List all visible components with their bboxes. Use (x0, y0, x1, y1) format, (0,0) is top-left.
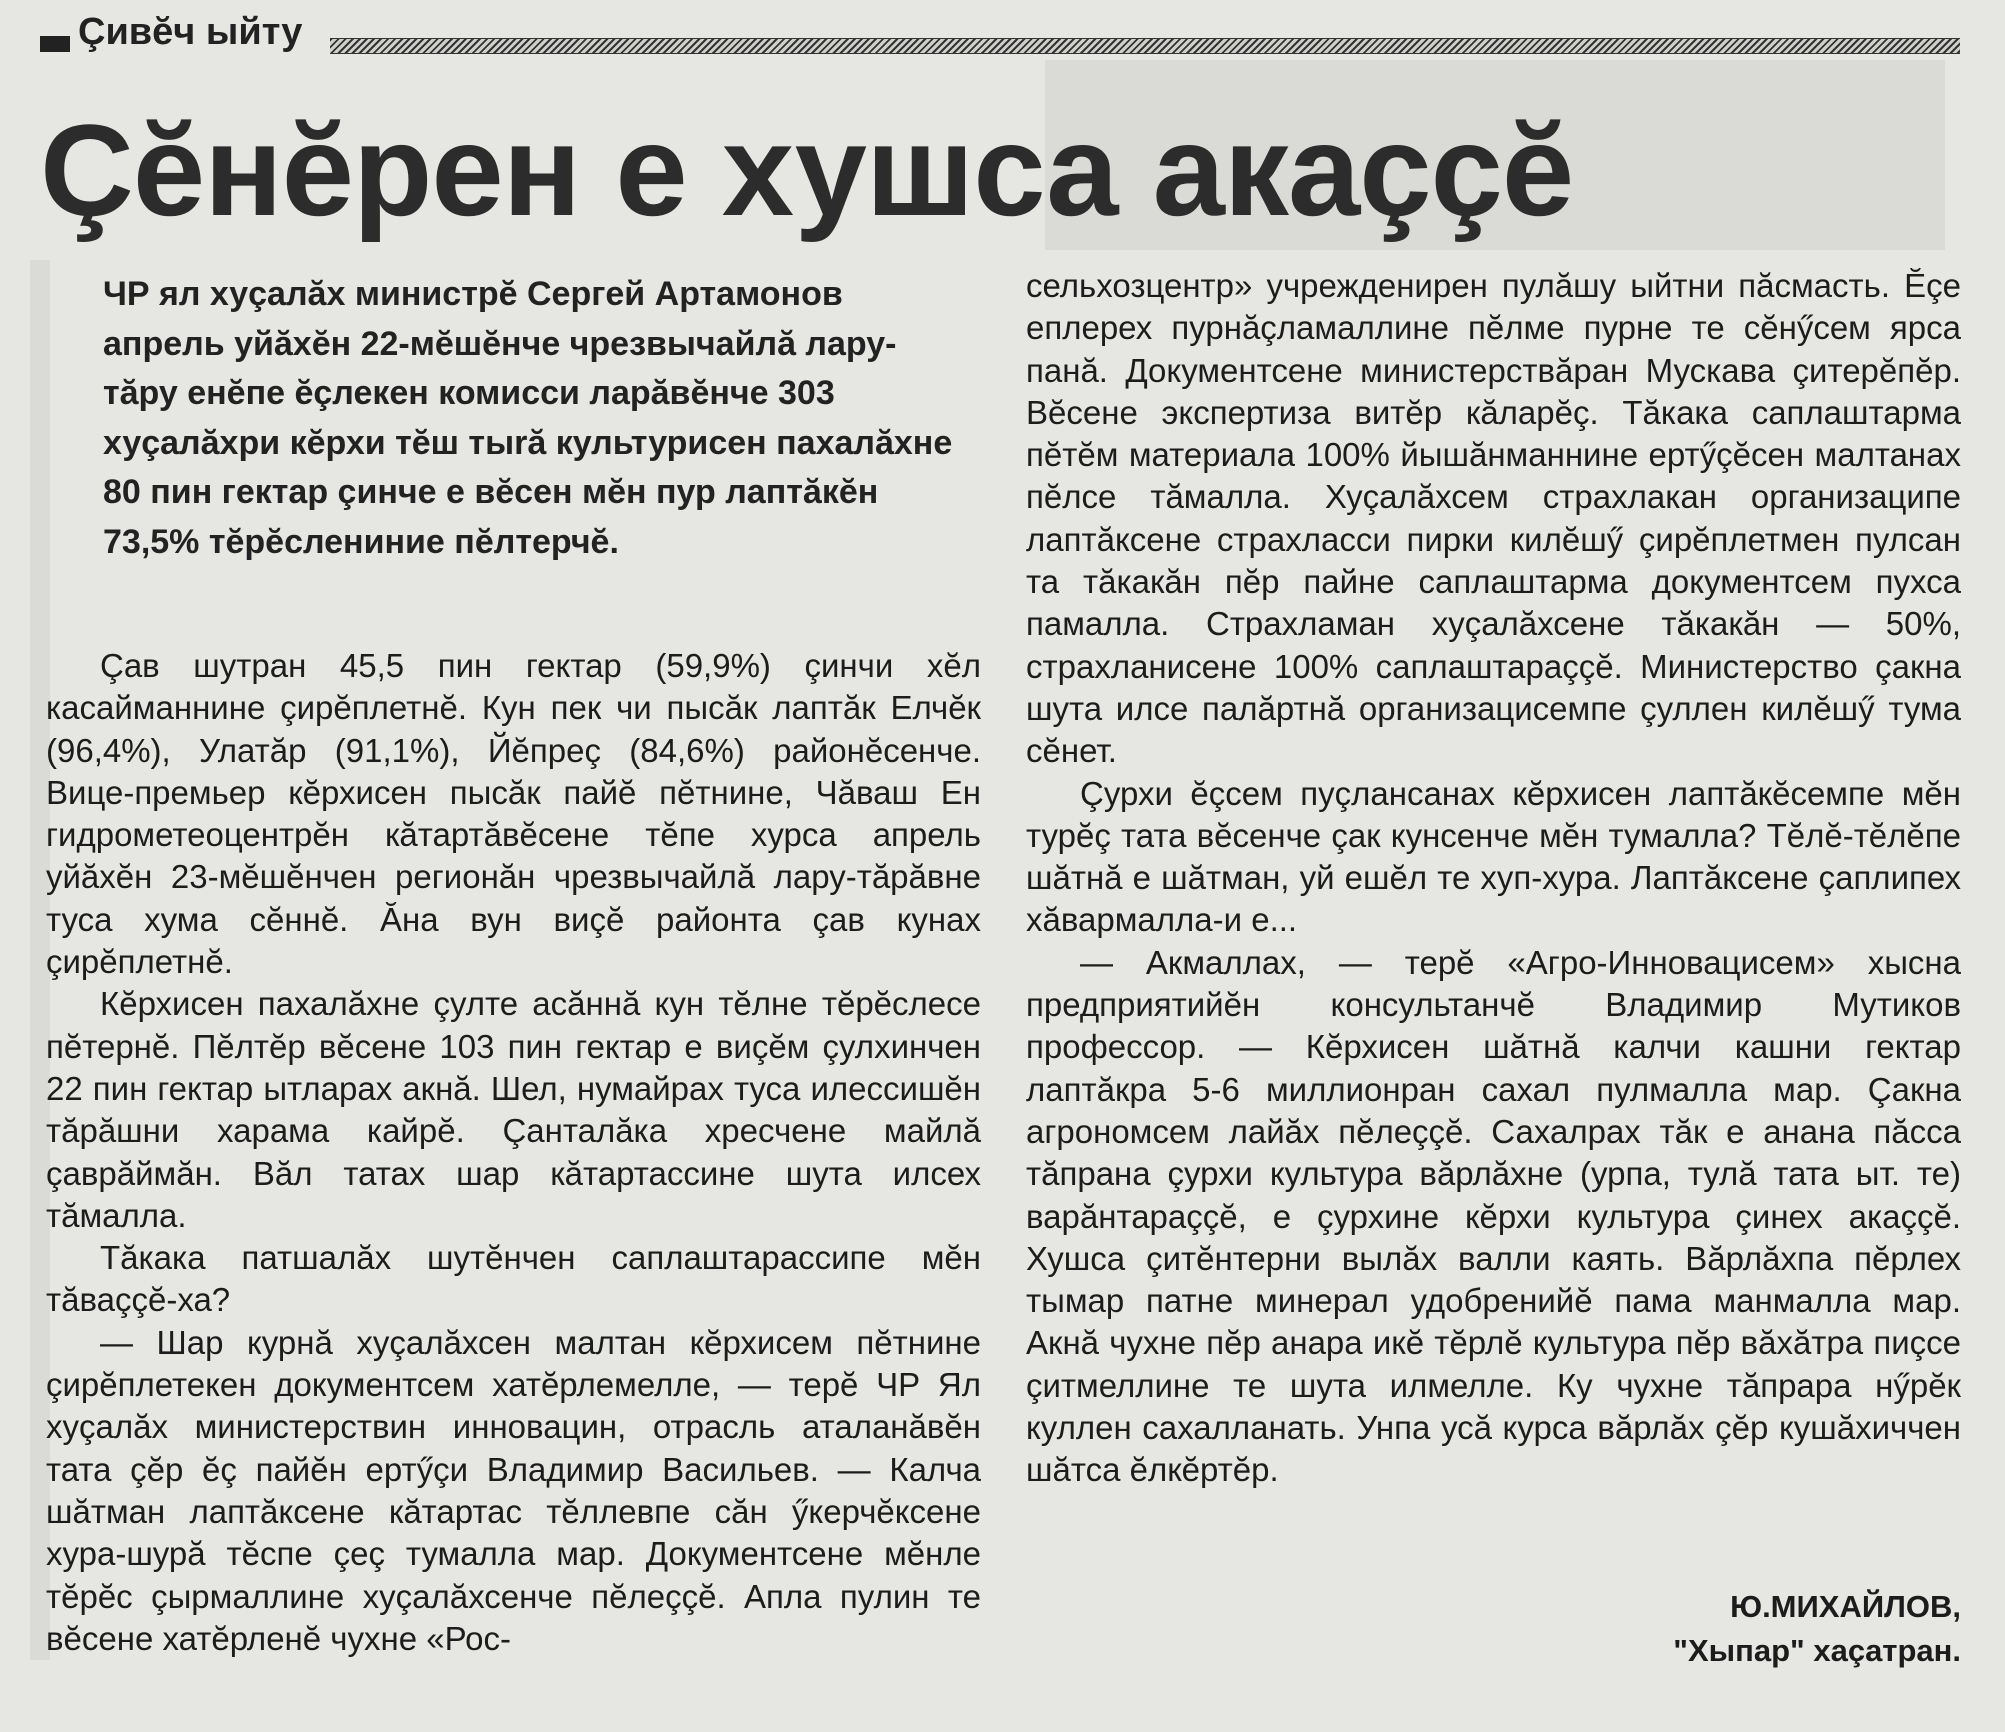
author-source: "Хыпар" хаçатран. (1673, 1633, 1961, 1668)
article-paragraph: Тăкака патшалăх шутĕнчен саплаштарассипе мĕн тăваççĕ-ха? (46, 1239, 981, 1319)
article-paragraph: сельхозцентр» учрежденирен пулăшу ыйтни пăсмасть. Ĕçе еплерех пурнăçламаллине пĕлме пурне те сĕнӳсем ярса панă. Документсене министерствăран Мускава çитерĕпĕр. Вĕсене экспертиза витĕр кăларĕç. Тăкака саплаштарма пĕтĕм материала 100% йышăнманнине ертӳçĕсен малтанах пĕлсе тăмалла. Хуçалăхсем страхлакан организаципе лаптăксене страхласси пирки килĕшӳ çирĕплетмен пулсан та тăкакăн пĕр пайне саплаштарма документсем пухса памалла. Страхламан хуçалăхсене тăкакăн — 50%, страхланисене 100% саплаштараççĕ. Министерство çакна шута илсе палăртнă организацисемпе çуллен килĕшӳ тума сĕнет. (1026, 267, 1961, 770)
article-paragraph: — Шар курнă хуçалăхсен малтан кĕрхисем пĕтнине çирĕплетекен документсем хатĕрлемелле, — терĕ ЧР Ял хуçалăх министерствин инновацин, отрасль аталанăвĕн тата çĕр ĕç пайĕн ертӳçи Владимир Васильев. — Калча шăтман лаптăксене кăтартас тĕллевпе сăн ӳкерчĕксене хура-шурă тĕспе çеç тумалла мар. Документсене мĕнле тĕрĕс çырмаллине хуçалăхсенче пĕлеççĕ. Апла пулин те вĕсене хатĕрленĕ чухне «Рос- (46, 1323, 981, 1657)
article-lead: ЧР ял хуçалăх министрĕ Сергей Артамонов апрель уйăхĕн 22-мĕшĕнче чрезвычайлă лару-тăру енĕпе ĕçлекен комисси ларăвĕнче 303 хуçалăхри кĕрхи тĕш тыră культурисен пахалăхне 80 пин гектар çинче е вĕсен мĕн пур лаптăкĕн 73,5% тĕрĕслениние пĕлтерчĕ. (103, 275, 953, 561)
article-paragraph: — Акмаллах, — терĕ «Агро-Инновацисем» хысна предприятийĕн консультанчĕ Владимир Мутиков профессор. — Кĕрхисен шăтнă калчи кашни гектар лаптăкра 5-6 миллионран сахал пулмалла мар. Çакна агрономсем лайăх пĕлеççĕ. Сахалрах тăк е анана пăсса тăпрана çурхи культура вăрлăхне (урпа, тулă тата ыт. те) варăнтараççĕ, е çурхине кĕрхи культура çинех акаççĕ. Хушса çитĕнтерни вылăх валли каять. Вăрлăхпа пĕрлех тымар патне минерал удобренийĕ пама манмалла мар. Акнă чухне пĕр анара икĕ тĕрлĕ культура пĕр вăхăтра пиçсе çитмеллине те шута илмелле. Ку чухне тăпрара нӳрĕк куллен сахалланать. Унпа усă курса вăрлăх çĕр кушăхиччен шăтса ĕлкĕртĕр. (1026, 943, 1961, 1489)
article-paragraph: Кĕрхисен пахалăхне çулте асăннă кун тĕлне тĕрĕслесе пĕтернĕ. Пĕлтĕр вĕсене 103 пин гектар е виçĕм çулхинчен 22 пин гектар ытларах акнă. Шел, нумайрах туса илессишĕн тăрăшни харама кайрĕ. Çанталăка хресчене майлă çаврăймăн. Вăл татах шар кăтартассине шута илсех тăмалла. (46, 985, 981, 1234)
author-signature (1461, 1585, 1961, 1673)
rubric-rule (330, 38, 1960, 54)
article-paragraph: Çав шутран 45,5 пин гектар (59,9%) çинчи хĕл касайманнине çирĕплетнĕ. Кун пек чи пысăк лаптăк Елчĕк (96,4%), Улатăр (91,1%), Йĕпреç (84,6%) районĕсенче. Вице-премьер кĕрхисен пысăк пайĕ пĕтнине, Чăваш Ен гидрометеоцентрĕн кăтартăвĕсене тĕпе хурса апрель уйăхĕн 23-мĕшĕнчен регионăн чрезвычайлă лару-тăрăвне туса хума сĕннĕ. Ăна вун виçĕ районта çав кунах çирĕплетнĕ. (46, 647, 981, 981)
article-title: Çĕнĕрен е хушса акаççĕ (40, 97, 1574, 243)
rubric-marker (40, 36, 70, 52)
rubric-header (40, 8, 1960, 58)
article-paragraph: Çурхи ĕçсем пуçлансанах кĕрхисен лаптăкĕсемпе мĕн турĕç тата вĕсенче çак кунсенче мĕн тумалла? Тĕлĕ-тĕлĕпе шăтнă е шăтман, уй ешĕл те хуп-хура. Лаптăксене çаплипех хăвармалла-и е... (1026, 774, 1961, 939)
author-name: Ю.МИХАЙЛОВ, (1730, 1589, 1961, 1624)
rubric-label: Çивĕч ыйту (78, 11, 303, 53)
article-column-left (46, 645, 981, 1660)
article-column-right (1026, 265, 1961, 1492)
